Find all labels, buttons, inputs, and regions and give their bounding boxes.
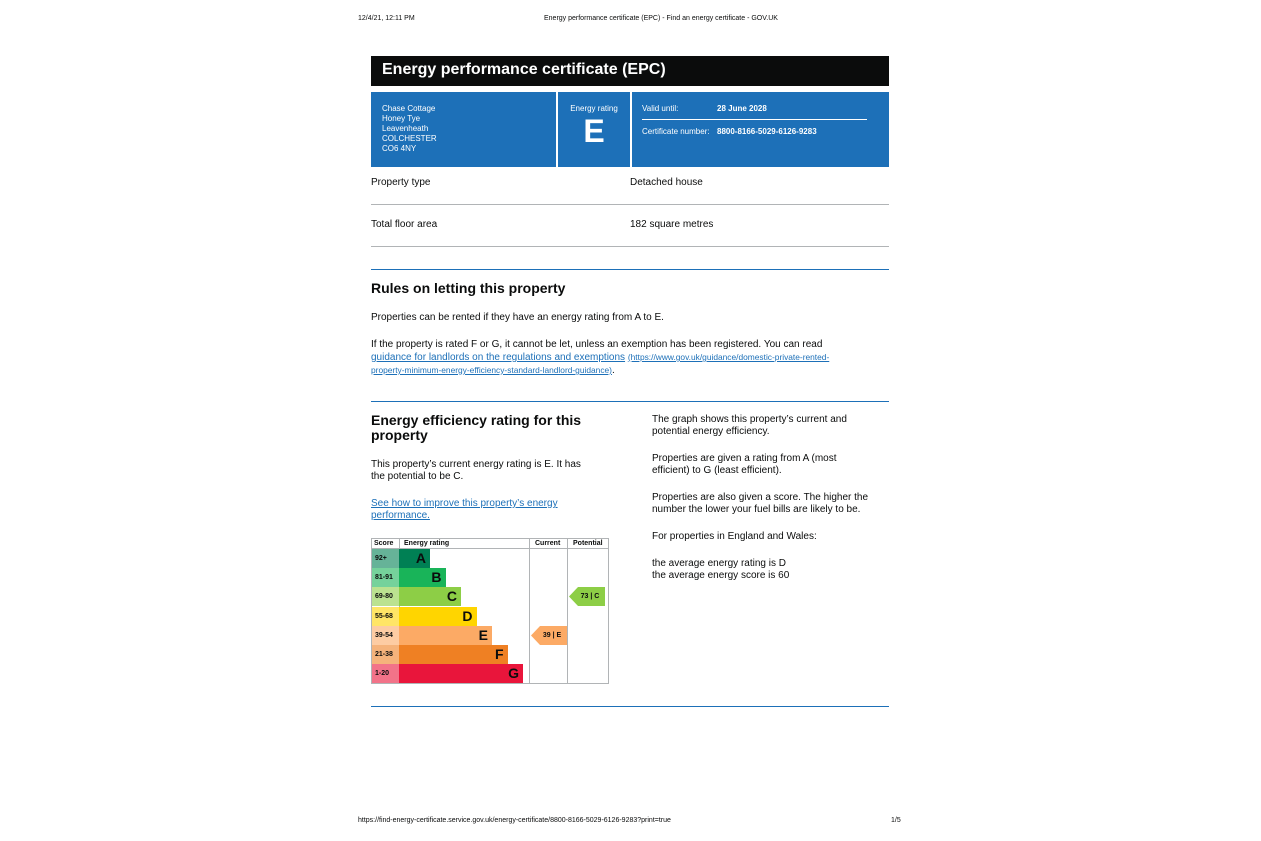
address-line: COLCHESTER	[382, 134, 437, 143]
band-bar-b: B	[399, 568, 446, 587]
landlord-guidance-link[interactable]: guidance for landlords on the regulations and exemptions	[371, 352, 626, 363]
property-type-value: Detached house	[630, 177, 703, 188]
floor-area-label: Total floor area	[371, 219, 438, 230]
average-score: the average energy score is 60	[652, 570, 790, 581]
graph-column-divider	[529, 539, 530, 683]
address-line: Chase Cottage	[382, 104, 436, 113]
divider	[630, 92, 632, 167]
band-bar-c: C	[399, 587, 461, 606]
band-score-g: 1-20	[372, 664, 399, 683]
average-values	[652, 558, 789, 582]
text-line: The graph shows this property’s current and	[652, 414, 847, 425]
band-bar-f: F	[399, 645, 508, 664]
text-line: Properties are also given a score. The higher the	[652, 492, 869, 503]
region-text: For properties in England and Wales:	[652, 531, 817, 542]
graph-column-divider	[567, 539, 568, 683]
band-score-b: 81-91	[372, 568, 399, 587]
score-explanation	[652, 492, 868, 516]
graph-header-current: Current	[535, 540, 561, 547]
floor-area-value: 182 square metres	[630, 219, 714, 230]
band-score-c: 69-80	[372, 587, 399, 606]
section-divider	[371, 401, 889, 402]
divider	[642, 119, 867, 120]
text-line: This property’s current energy rating is E. It has	[371, 459, 581, 470]
address-line: Leavenheath	[382, 124, 429, 133]
print-url: https://find-energy-certificate.service.gov.uk/energy-certificate/8800-8166-5029-6126-9283?print=true	[358, 817, 671, 824]
certificate-number-label: Certificate number:	[642, 127, 710, 136]
print-datetime: 12/4/21, 12:11 PM	[358, 15, 415, 22]
heading-line: property	[371, 427, 428, 443]
improve-link-block[interactable]	[371, 498, 558, 522]
print-page-title: Energy performance certificate (EPC) - Find an energy certificate - GOV.UK	[544, 15, 778, 22]
text-line: Properties are given a rating from A (most	[652, 453, 837, 464]
improve-performance-link[interactable]: See how to improve this property’s energy	[371, 498, 558, 509]
exemption-text: If the property is rated F or G, it cannot be let, unless an exemption has been registered. You can read	[371, 339, 823, 350]
page-title: Energy performance certificate (EPC)	[371, 56, 889, 86]
graph-header-rating: Energy rating	[404, 540, 450, 547]
letting-rules-heading: Rules on letting this property	[371, 280, 566, 296]
band-bar-e: E	[399, 626, 492, 645]
graph-header-potential: Potential	[573, 540, 603, 547]
landlord-guidance-url[interactable]: property-minimum-energy-efficiency-standard-landlord-guidance)	[371, 365, 612, 375]
print-page-number: 1/5	[891, 817, 901, 824]
valid-until-value: 28 June 2028	[717, 104, 767, 113]
valid-until-label: Valid until:	[642, 104, 679, 113]
graph-explanation	[652, 414, 847, 438]
address-line: CO6 4NY	[382, 144, 417, 153]
certificate-summary	[371, 92, 889, 167]
efficiency-heading	[371, 413, 581, 443]
current-rating-text	[371, 459, 581, 483]
band-score-d: 55-68	[372, 607, 399, 626]
sentence-end: .	[611, 365, 615, 376]
divider	[371, 204, 889, 205]
band-score-a: 92+	[372, 549, 399, 568]
certificate-number-value: 8800-8166-5029-6126-9283	[717, 127, 817, 136]
letting-exemption-text	[371, 339, 891, 377]
band-bar-a: A	[399, 549, 430, 568]
letting-rules-text: Properties can be rented if they have an energy rating from A to E.	[371, 312, 664, 323]
band-bar-d: D	[399, 607, 477, 626]
text-line: number the lower your fuel bills are likely to be.	[652, 504, 861, 515]
text-line: the potential to be C.	[371, 471, 464, 482]
text-line: potential energy efficiency.	[652, 426, 770, 437]
band-bar-g: G	[399, 664, 523, 683]
rating-explanation	[652, 453, 837, 477]
property-address	[382, 104, 437, 154]
section-divider	[371, 706, 889, 707]
graph-header-score: Score	[374, 540, 394, 547]
text-line: efficient) to G (least efficient).	[652, 465, 782, 476]
section-divider	[371, 269, 889, 270]
band-score-f: 21-38	[372, 645, 399, 664]
heading-line: Energy efficiency rating for this	[371, 412, 582, 428]
address-line: Honey Tye	[382, 114, 421, 123]
property-type-label: Property type	[371, 177, 431, 188]
divider	[556, 92, 558, 167]
improve-performance-link[interactable]: performance.	[371, 510, 430, 521]
energy-rating-label: Energy rating	[570, 104, 618, 113]
energy-rating-letter: E	[583, 113, 605, 149]
energy-rating-graph	[371, 538, 609, 684]
divider	[371, 246, 889, 247]
potential-rating-marker-label: 73 | C	[580, 593, 600, 601]
band-score-e: 39-54	[372, 626, 399, 645]
average-rating: the average energy rating is D	[652, 558, 786, 569]
landlord-guidance-url[interactable]: (https://www.gov.uk/guidance/domestic-private-rented-	[627, 352, 830, 362]
current-rating-marker-label: 39 | E	[542, 631, 562, 639]
